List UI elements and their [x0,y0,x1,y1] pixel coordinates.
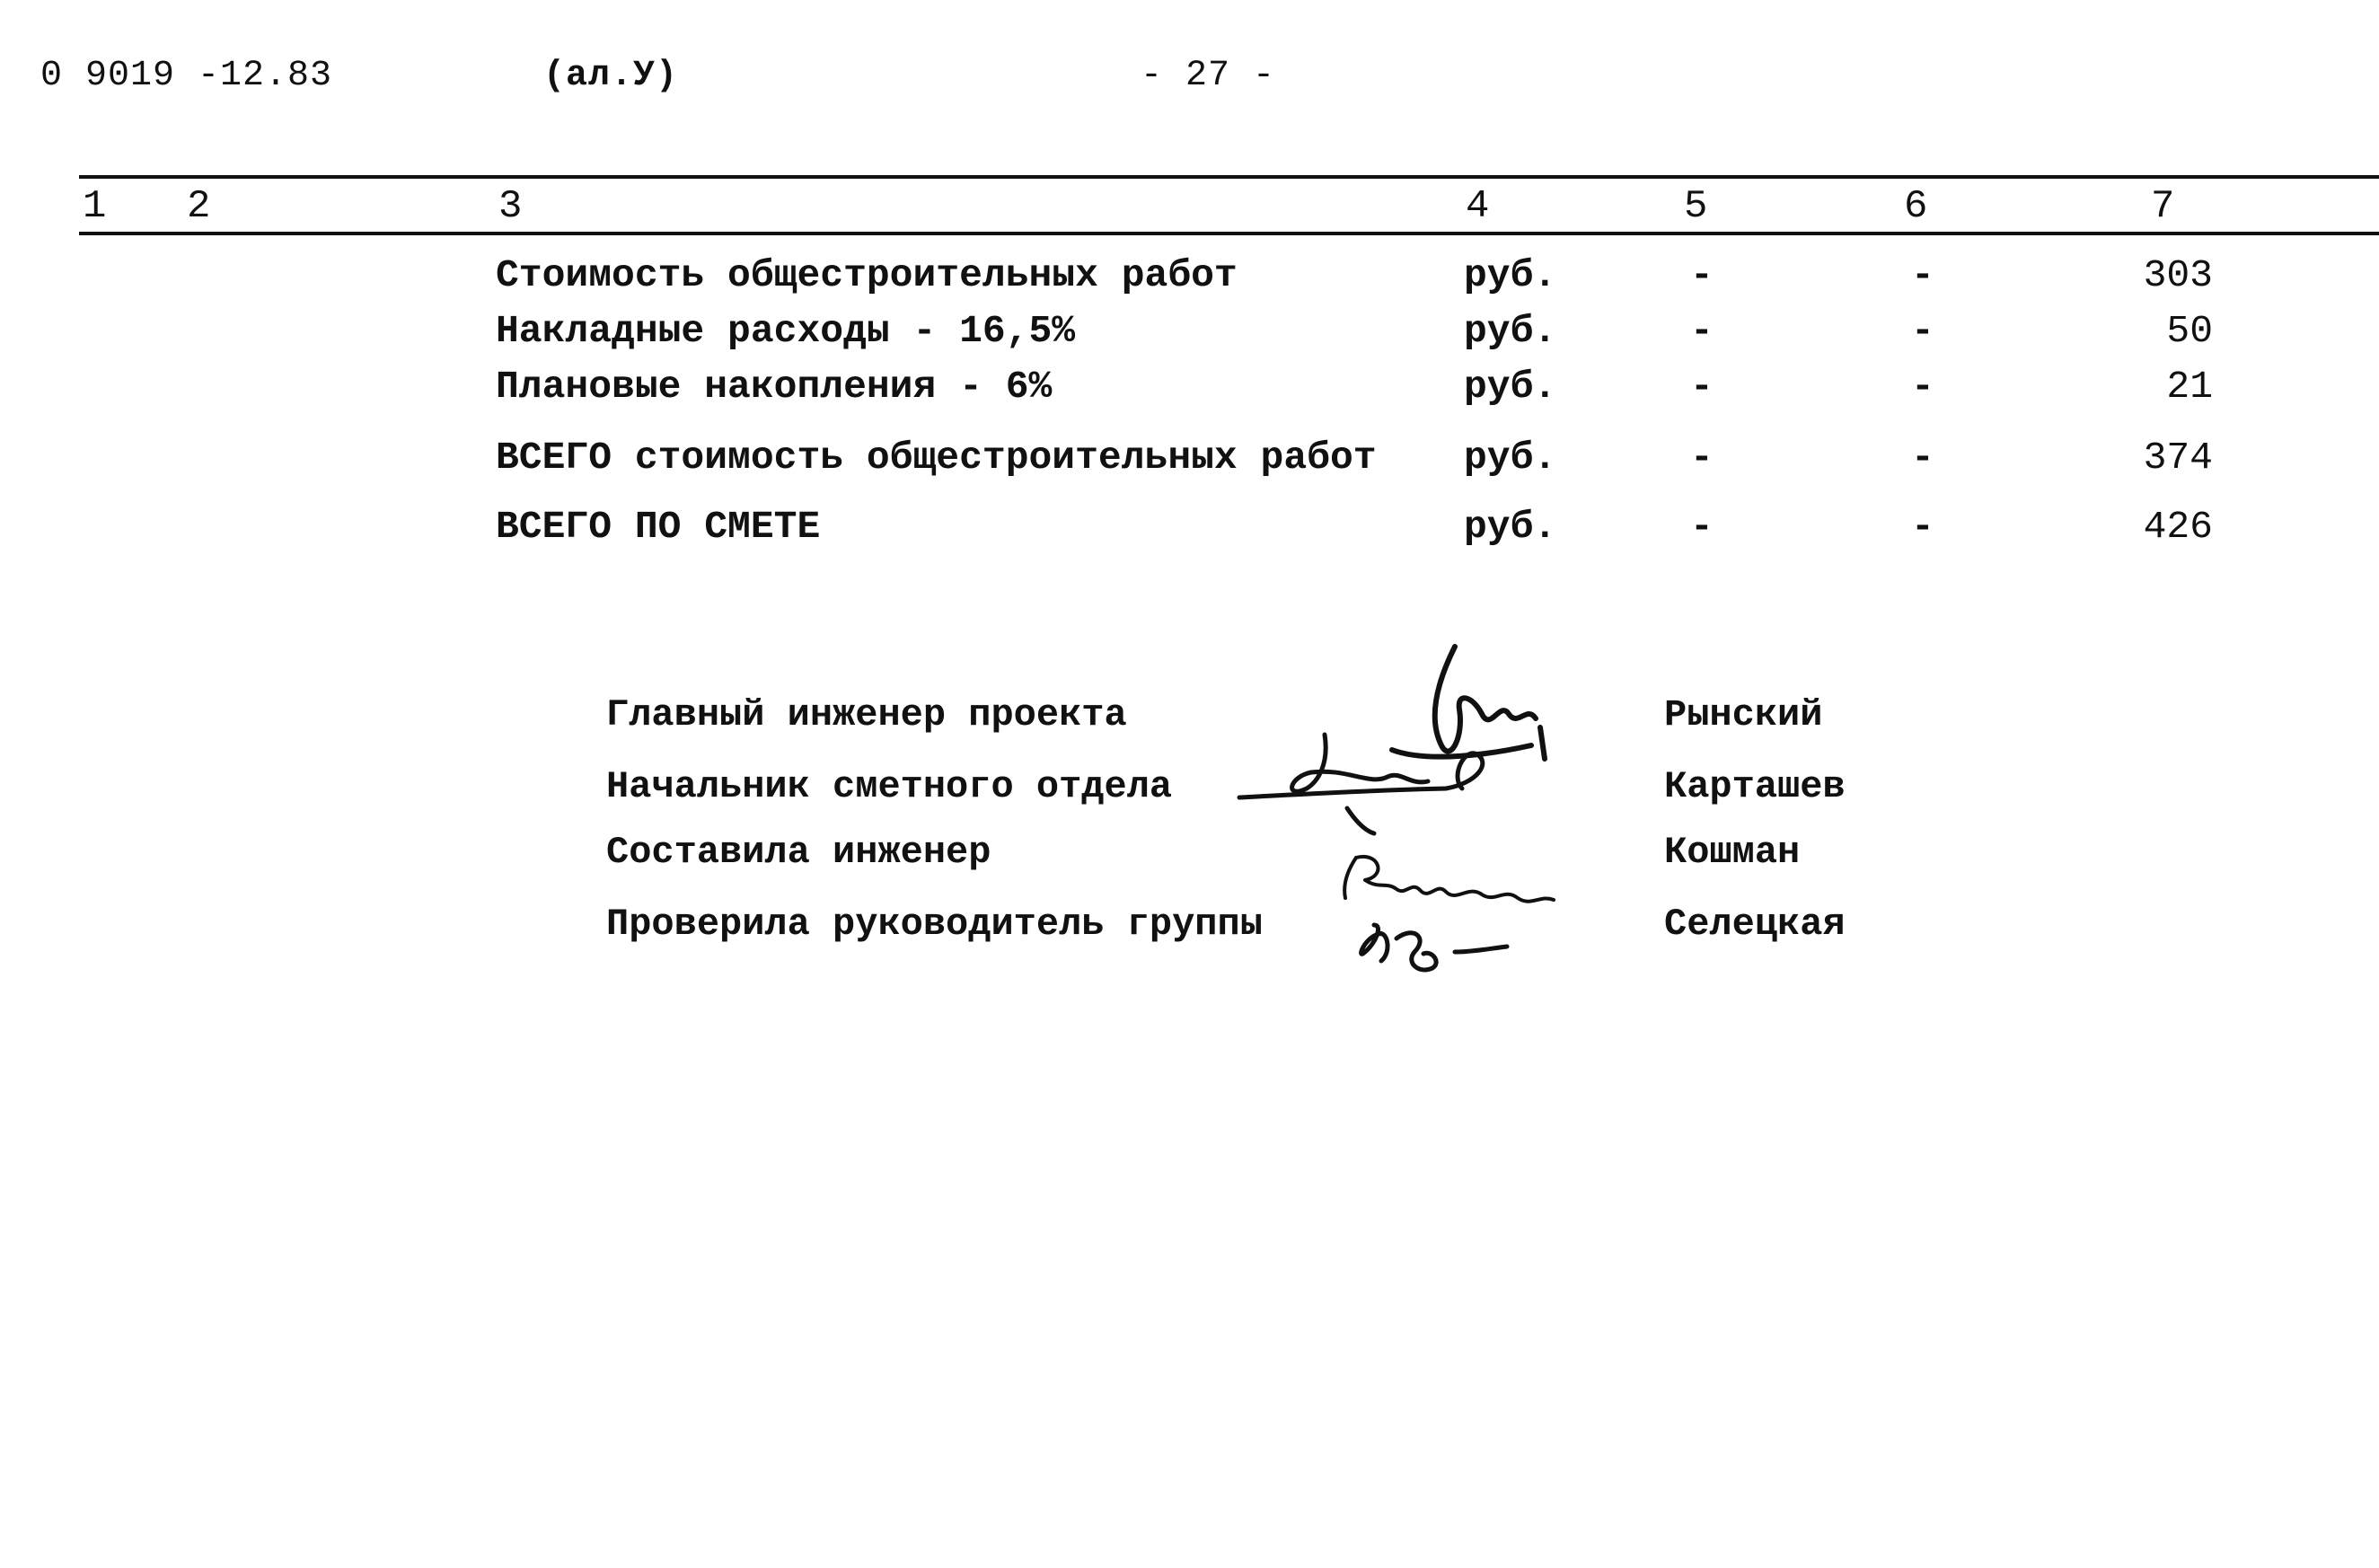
signer-role: Главный инженер проекта [606,693,1127,736]
column-number-1: 1 [83,184,107,229]
row-name: ВСЕГО стоимость общестроительных работ [496,436,1377,480]
row-col5: - [1690,436,1714,480]
album-label: (ал.У) [543,56,679,96]
row-col5: - [1690,253,1714,297]
row-unit: руб. [1464,365,1557,409]
signer-role: Составила инженер [606,831,991,874]
row-col5: - [1690,505,1714,549]
row-name: ВСЕГО ПО СМЕТЕ [496,505,821,549]
row-col6: - [1911,505,1934,549]
table-header-rule [79,232,2379,235]
row-value: 426 [2143,505,2213,549]
column-number-3: 3 [498,184,523,229]
table-row [0,309,2379,363]
handwritten-signatures [1221,629,1599,988]
row-name: Накладные расходы - 16,5% [496,309,1076,353]
column-number-6: 6 [1904,184,1928,229]
page-number: - 27 - [1141,56,1276,96]
column-number-2: 2 [187,184,211,229]
column-number-7: 7 [2151,184,2175,229]
signer-role: Проверила руководитель группы [606,903,1263,946]
document-code: 0 9019 -12.83 [40,56,333,96]
signature-compiler [1344,857,1554,902]
row-value: 21 [2166,365,2213,409]
signature-group-lead [1361,925,1507,970]
signer-name: Селецкая [1664,903,1846,946]
row-name: Плановые накопления - 6% [496,365,1053,409]
row-col6: - [1911,253,1934,297]
row-col6: - [1911,436,1934,480]
signature-line [0,831,2379,885]
table-row [0,505,2379,559]
row-unit: руб. [1464,505,1557,549]
table-top-rule [79,175,2379,179]
signature-line [0,693,2379,747]
row-col6: - [1911,365,1934,409]
signature-chief-engineer [1392,647,1545,759]
table-row [0,253,2379,307]
signer-name: Рынский [1664,693,1823,736]
row-value: 374 [2143,436,2213,480]
row-col5: - [1690,365,1714,409]
signature-line [0,765,2379,819]
table-row [0,436,2379,489]
table-row [0,365,2379,418]
column-number-4: 4 [1466,184,1490,229]
row-unit: руб. [1464,309,1557,353]
row-col6: - [1911,309,1934,353]
column-number-5: 5 [1684,184,1708,229]
signature-line [0,903,2379,956]
row-name: Стоимость общестроительных работ [496,253,1238,297]
signer-name: Карташев [1664,765,1846,808]
signer-name: Кошман [1664,831,1801,874]
row-col5: - [1690,309,1714,353]
row-unit: руб. [1464,253,1557,297]
signer-role: Начальник сметного отдела [606,765,1173,808]
row-value: 50 [2166,309,2213,353]
row-value: 303 [2143,253,2213,297]
row-unit: руб. [1464,436,1557,480]
